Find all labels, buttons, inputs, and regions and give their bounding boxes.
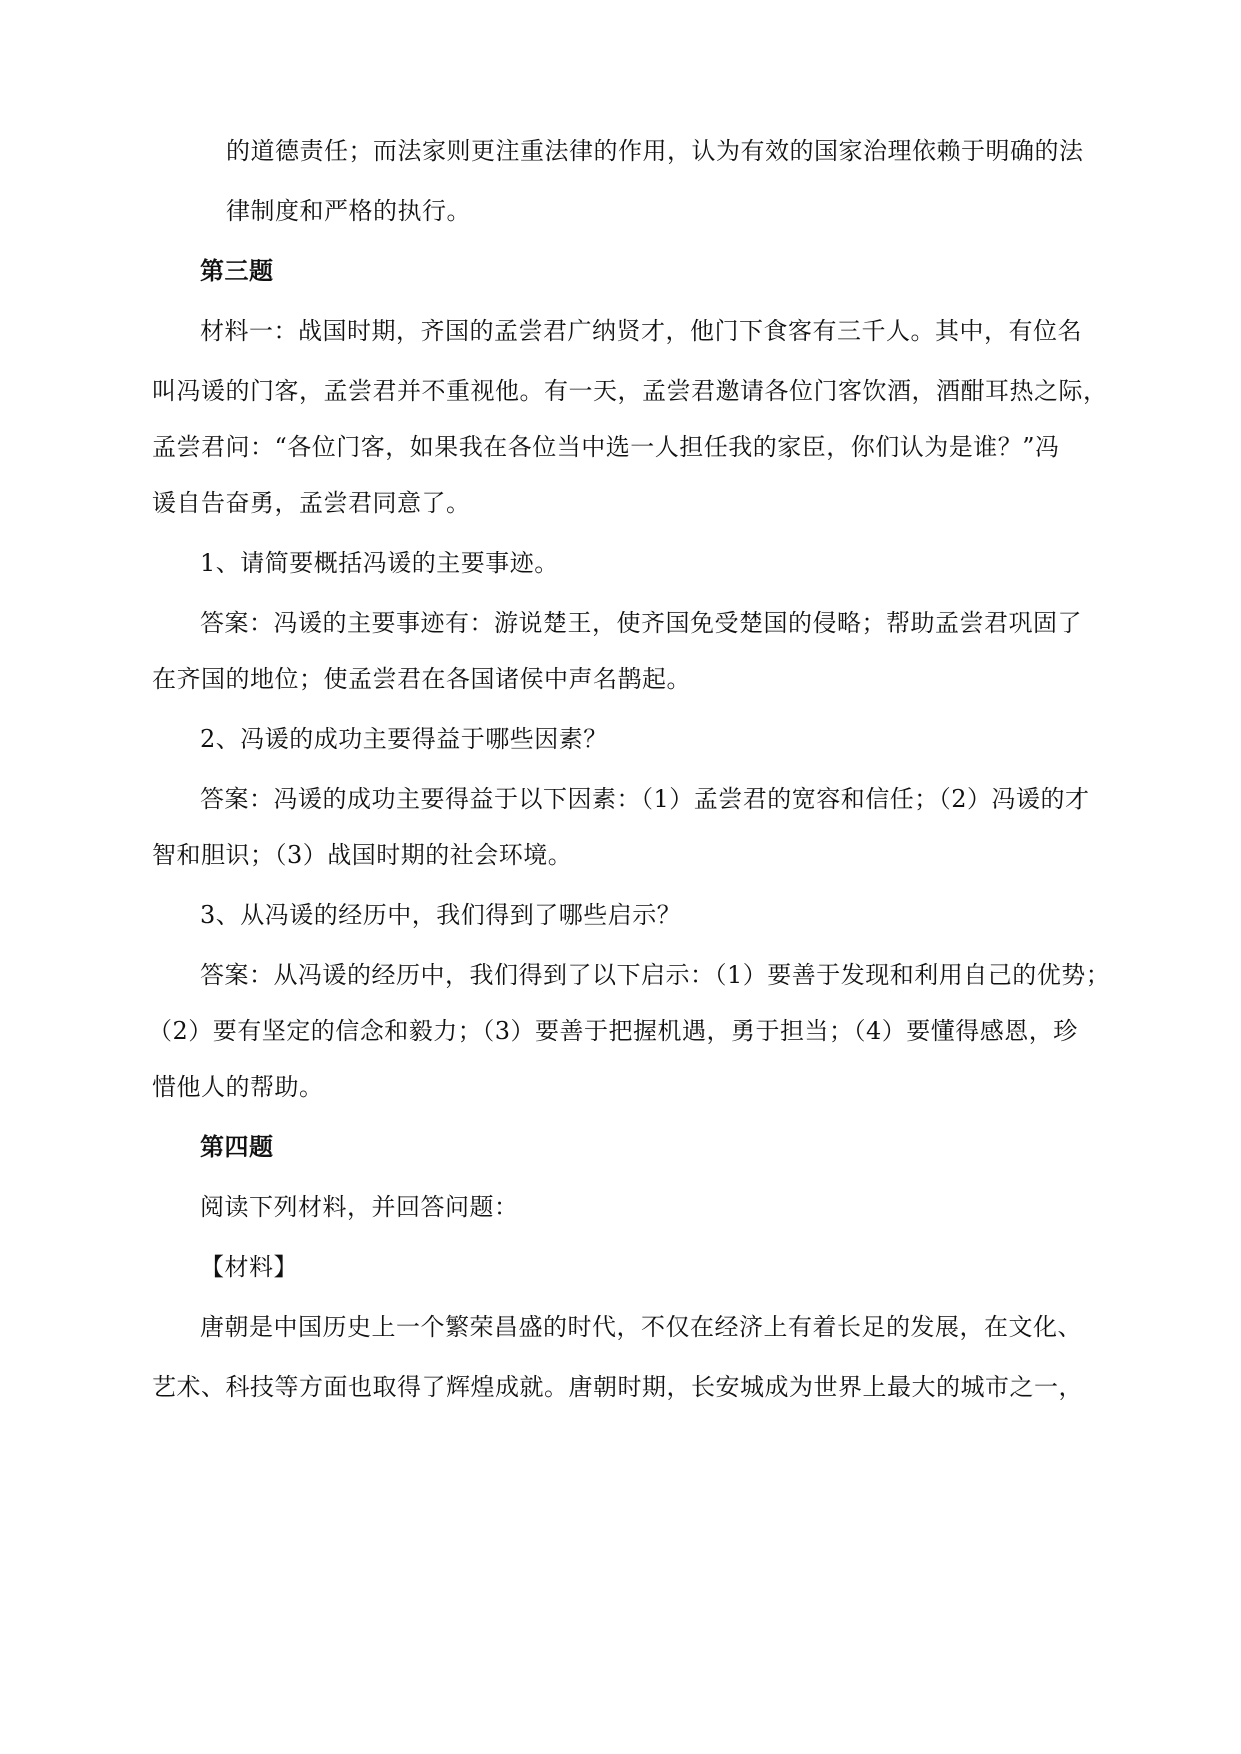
- question-3-heading: 第三题: [200, 256, 274, 285]
- q3-answer-1-line-2: 在齐国的地位；使孟尝君在各国诸侯中声名鹊起。: [152, 665, 691, 693]
- q3-answer-2-line-1: 答案：冯谖的成功主要得益于以下因素：（1）孟尝君的宽容和信任；（2）冯谖的才: [200, 785, 1090, 813]
- q3-material-line-1: 材料一：战国时期，齐国的孟尝君广纳贤才，他门下食客有三千人。其中，有位名: [200, 317, 1082, 345]
- continuation-line-2: 律制度和严格的执行。: [226, 197, 471, 225]
- q3-material-line-3: 孟尝君问：“各位门客，如果我在各位当中选一人担任我的家臣，你们认为是谁？”冯: [152, 433, 1060, 461]
- q3-material-line-4: 谖自告奋勇，孟尝君同意了。: [152, 489, 471, 517]
- q3-answer-3-line-2: （2）要有坚定的信念和毅力；（3）要善于把握机遇，勇于担当；（4）要懂得感恩，珍: [148, 1017, 1078, 1045]
- q3-answer-3-line-1: 答案：从冯谖的经历中，我们得到了以下启示：（1）要善于发现和利用自己的优势；: [200, 961, 1111, 989]
- continuation-line-1: 的道德责任；而法家则更注重法律的作用，认为有效的国家治理依赖于明确的法: [226, 137, 1084, 165]
- question-4-heading: 第四题: [200, 1132, 274, 1161]
- q3-material-line-2: 叫冯谖的门客，孟尝君并不重视他。有一天，孟尝君邀请各位门客饮酒，酒酣耳热之际，: [152, 377, 1108, 405]
- q3-answer-3-line-3: 惜他人的帮助。: [152, 1073, 324, 1101]
- q3-question-2: 2、冯谖的成功主要得益于哪些因素？: [200, 725, 608, 753]
- q3-answer-2-line-2: 智和胆识；（3）战国时期的社会环境。: [152, 841, 573, 869]
- q3-question-1: 1、请简要概括冯谖的主要事迹。: [200, 549, 559, 577]
- q4-instruction: 阅读下列材料，并回答问题：: [200, 1193, 519, 1221]
- q3-answer-1-line-1: 答案：冯谖的主要事迹有：游说楚王，使齐国免受楚国的侵略；帮助孟尝君巩固了: [200, 609, 1082, 637]
- q4-material-label: 【材料】: [200, 1253, 298, 1281]
- q3-question-3: 3、从冯谖的经历中，我们得到了哪些启示？: [200, 901, 682, 929]
- q4-material-line-2: 艺术、科技等方面也取得了辉煌成就。唐朝时期，长安城成为世界上最大的城市之一，: [152, 1373, 1083, 1401]
- q4-material-line-1: 唐朝是中国历史上一个繁荣昌盛的时代，不仅在经济上有着长足的发展，在文化、: [200, 1313, 1082, 1341]
